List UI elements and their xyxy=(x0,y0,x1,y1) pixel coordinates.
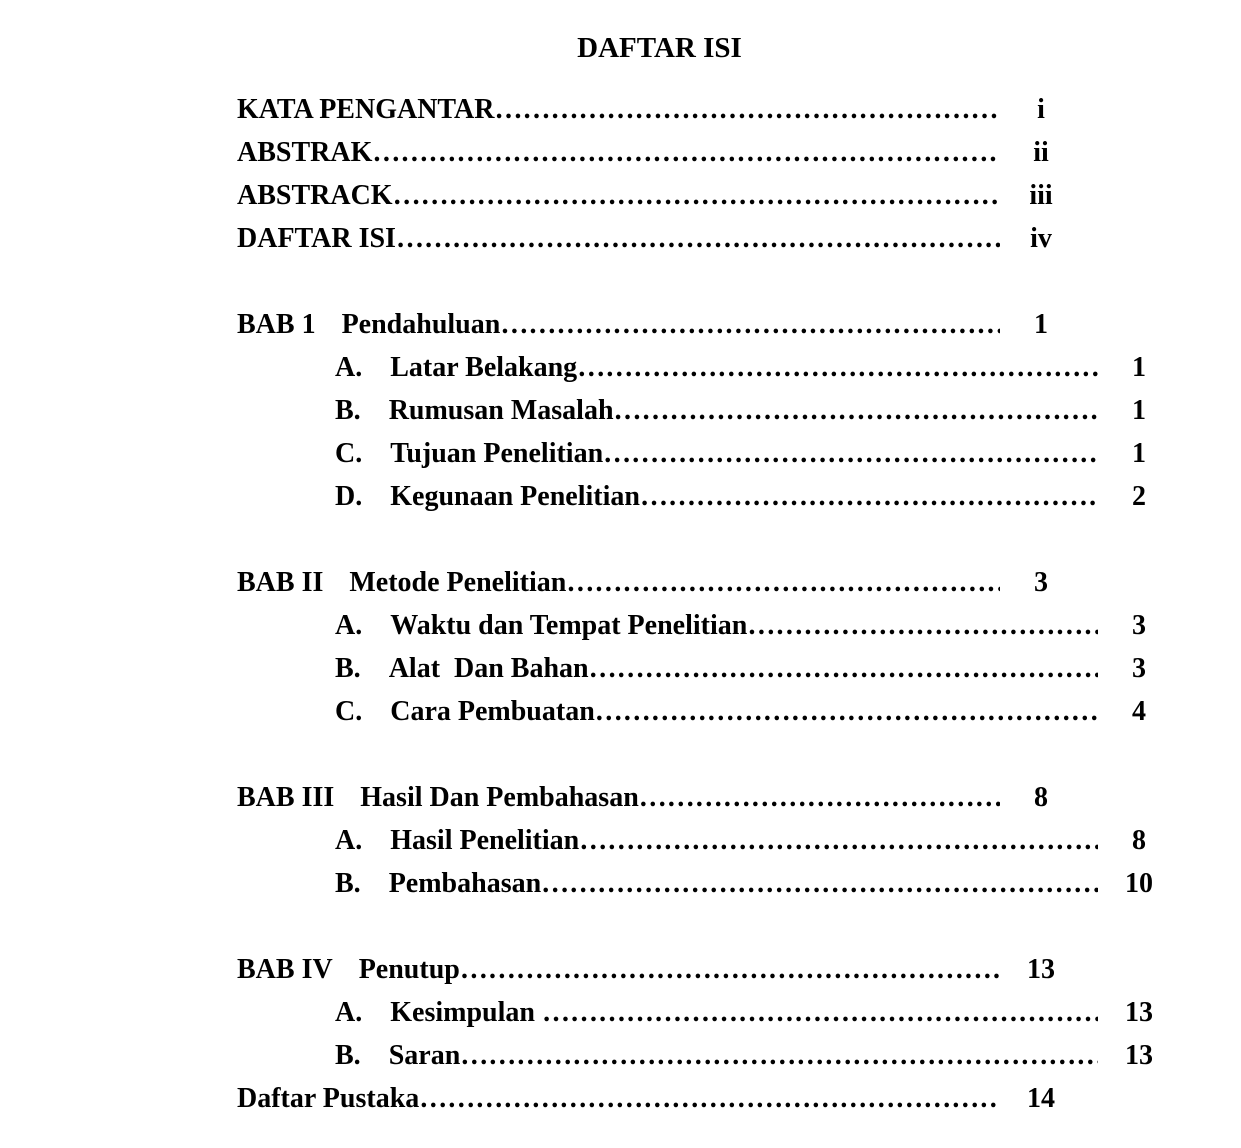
entry-label: ABSTRACK xyxy=(237,180,393,211)
toc-entry-row xyxy=(237,88,1082,131)
dot-leader xyxy=(460,1034,1098,1077)
page-number: 3 xyxy=(1132,610,1146,641)
dot-leader xyxy=(566,561,1000,604)
toc-entry-row xyxy=(237,776,1082,819)
page-number: 1 xyxy=(1132,352,1146,383)
page-number: 2 xyxy=(1132,481,1146,512)
toc-entry-row xyxy=(237,131,1082,174)
page-number: 4 xyxy=(1132,696,1146,727)
page-number: 14 xyxy=(1027,1083,1055,1114)
toc-entry-row xyxy=(237,991,1180,1034)
toc-entry-row xyxy=(237,475,1180,518)
toc-entry-row xyxy=(237,174,1082,217)
entry-label: Tujuan Penelitian xyxy=(390,438,604,469)
page-number: ii xyxy=(1033,137,1049,168)
page-title: DAFTAR ISI xyxy=(577,32,742,64)
page-number: 1 xyxy=(1132,395,1146,426)
page-number: 3 xyxy=(1034,567,1048,598)
entry-letter: B. xyxy=(335,1040,361,1071)
toc-entry-row xyxy=(237,303,1082,346)
page-number: 3 xyxy=(1132,653,1146,684)
toc-entry-row xyxy=(237,1034,1180,1077)
dot-leader xyxy=(639,776,1000,819)
dot-leader xyxy=(372,131,1000,174)
entry-letter: B. xyxy=(335,868,361,899)
entry-label: Rumusan Masalah xyxy=(388,395,614,426)
chapter-label: BAB III xyxy=(237,782,335,813)
entry-label: Cara Pembuatan xyxy=(390,696,595,727)
toc-list xyxy=(237,88,1153,1120)
entry-label: Saran xyxy=(388,1040,461,1071)
entry-letter: A. xyxy=(335,610,363,641)
dot-leader xyxy=(500,303,1000,346)
entry-label: Penutup xyxy=(358,954,460,985)
dot-leader xyxy=(589,647,1098,690)
entry-letter: B. xyxy=(335,395,361,426)
dot-leader xyxy=(577,346,1098,389)
entry-label: Pendahuluan xyxy=(341,309,501,340)
dot-leader xyxy=(747,604,1098,647)
entry-letter: A. xyxy=(335,825,363,856)
dot-leader xyxy=(603,432,1098,475)
toc-entry-row xyxy=(237,819,1180,862)
entry-label: Daftar Pustaka xyxy=(237,1083,420,1114)
toc-entry-row xyxy=(237,217,1082,260)
page-number: 8 xyxy=(1034,782,1048,813)
entry-label: KATA PENGANTAR xyxy=(237,94,495,125)
chapter-label: BAB 1 xyxy=(237,309,316,340)
dot-leader xyxy=(419,1077,1000,1120)
dot-leader xyxy=(541,862,1098,905)
toc-entry-row xyxy=(237,862,1180,905)
dot-leader xyxy=(542,991,1098,1034)
page-number: 1 xyxy=(1034,309,1048,340)
dot-leader xyxy=(614,389,1098,432)
toc-entry-row xyxy=(237,690,1180,733)
entry-label: Latar Belakang xyxy=(390,352,578,383)
entry-label: DAFTAR ISI xyxy=(237,223,396,254)
entry-letter: C. xyxy=(335,438,363,469)
entry-label: Alat Dan Bahan xyxy=(388,653,589,684)
chapter-label: BAB II xyxy=(237,567,324,598)
entry-label: Pembahasan xyxy=(388,868,542,899)
chapter-label: BAB IV xyxy=(237,954,333,985)
page-number: 1 xyxy=(1132,438,1146,469)
entry-letter: C. xyxy=(335,696,363,727)
toc-entry-row xyxy=(237,948,1082,991)
page-number: iii xyxy=(1029,180,1053,211)
dot-leader xyxy=(579,819,1098,862)
entry-label: Waktu dan Tempat Penelitian xyxy=(390,610,748,641)
toc-entry-row xyxy=(237,432,1180,475)
page-number: 13 xyxy=(1027,954,1055,985)
entry-letter: A. xyxy=(335,352,363,383)
dot-leader xyxy=(640,475,1098,518)
dot-leader xyxy=(494,88,1000,131)
toc-entry-row xyxy=(237,346,1180,389)
entry-letter: A. xyxy=(335,997,363,1028)
dot-leader xyxy=(393,174,1000,217)
entry-label: Kegunaan Penelitian xyxy=(390,481,640,512)
page-number: i xyxy=(1037,94,1045,125)
toc-entry-row xyxy=(237,1077,1082,1120)
entry-letter: B. xyxy=(335,653,361,684)
dot-leader xyxy=(396,217,1000,260)
entry-label: Hasil Dan Pembahasan xyxy=(360,782,639,813)
dot-leader xyxy=(460,948,1000,991)
page-number: 8 xyxy=(1132,825,1146,856)
entry-label: Metode Penelitian xyxy=(349,567,567,598)
entry-label: ABSTRAK xyxy=(237,137,373,168)
toc-entry-row xyxy=(237,561,1082,604)
entry-label: Kesimpulan xyxy=(390,997,542,1028)
page-number: iv xyxy=(1030,223,1052,254)
toc-entry-row xyxy=(237,604,1180,647)
page-number: 13 xyxy=(1125,1040,1153,1071)
dot-leader xyxy=(595,690,1098,733)
toc-entry-row xyxy=(237,647,1180,690)
entry-letter: D. xyxy=(335,481,363,512)
page-number: 10 xyxy=(1125,868,1153,899)
toc-entry-row xyxy=(237,389,1180,432)
page-number: 13 xyxy=(1125,997,1153,1028)
entry-label: Hasil Penelitian xyxy=(390,825,580,856)
